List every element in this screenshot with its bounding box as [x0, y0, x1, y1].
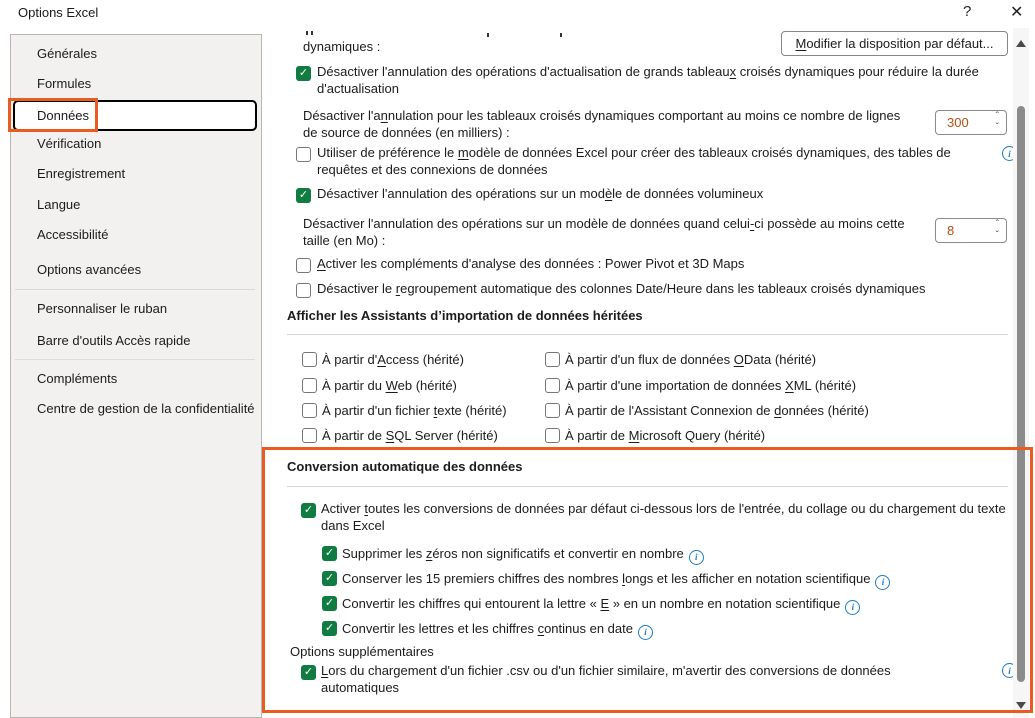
data-model-size-value: 8	[947, 223, 955, 238]
section-divider	[287, 334, 1008, 335]
spinner-arrows[interactable]	[996, 111, 999, 133]
label-convert-to-date: Convertir les lettres et les chiffres continus en date i	[342, 620, 653, 640]
checkbox-legacy-text[interactable]	[302, 403, 317, 418]
label-remove-leading-zeros: Supprimer les zéros non significatifs et convertir en nombre i	[342, 545, 704, 565]
sidebar-item-personnaliser-ruban[interactable]: Personnaliser le ruban	[37, 301, 168, 316]
checkbox-legacy-connection-wizard[interactable]	[545, 403, 560, 418]
label-enable-all-conversions: Activer toutes les conversions de données par défaut ci-dessous lors de l'entrée, du collage ou du chargement du texte dans Excel	[321, 501, 1006, 533]
sidebar-item-barre-outils[interactable]: Barre d'outils Accès rapide	[37, 333, 191, 348]
conversion-heading: Conversion automatique des données	[287, 459, 523, 474]
label-legacy-web: À partir du Web (hérité)	[322, 378, 457, 393]
spinner-up-icon[interactable]: ˆ	[995, 219, 999, 230]
sidebar-item-complements[interactable]: Compléments	[37, 371, 118, 386]
check-icon: ✓	[324, 572, 335, 584]
label-disable-datetime-grouping: Désactiver le regroupement automatique des colonnes Date/Heure dans les tableaux croisés dynamiques	[317, 281, 926, 296]
sidebar-item-centre-confidentialite[interactable]: Centre de gestion de la confidentialité	[37, 401, 255, 416]
dialog-title: Options Excel	[18, 5, 99, 20]
checkbox-legacy-web[interactable]	[302, 378, 317, 393]
checkbox-disable-undo-data-model[interactable]	[296, 188, 311, 203]
info-icon[interactable]: i	[638, 625, 653, 640]
label-enable-analysis-addins: Activer les compléments d'analyse des données : Power Pivot et 3D Maps	[317, 256, 745, 271]
check-icon: ✓	[303, 504, 314, 516]
sidebar-item-enregistrement[interactable]: Enregistrement	[37, 166, 126, 181]
checkbox-csv-warning[interactable]	[301, 665, 316, 680]
sidebar-item-options-avancees[interactable]: Options avancées	[37, 262, 142, 277]
sidebar-divider	[15, 289, 255, 290]
info-icon[interactable]: i	[1002, 146, 1017, 161]
checkbox-convert-to-date[interactable]	[322, 621, 337, 636]
label-data-model-size: Désactiver l'annulation des opérations sur un modèle de données quand celui-ci possède au moins cette taille (en Mo) :	[303, 216, 905, 248]
info-icon[interactable]: i	[845, 600, 860, 615]
pivot-rows-spinner[interactable]	[935, 110, 1007, 135]
spinner-up-icon[interactable]: ˆ	[995, 111, 999, 122]
scrollbar-thumb[interactable]	[1017, 106, 1025, 682]
clipped-line-fragment	[306, 31, 308, 35]
label-legacy-access: À partir d'Access (hérité)	[322, 352, 464, 367]
checkbox-legacy-odata[interactable]	[545, 352, 560, 367]
label-keep-15-digits: Conserver les 15 premiers chiffres des nombres longs et les afficher en notation scientifique i	[342, 570, 890, 590]
label-legacy-msquery: À partir de Microsoft Query (hérité)	[565, 428, 766, 443]
checkbox-enable-all-conversions[interactable]	[301, 503, 316, 518]
checkbox-enable-analysis-addins[interactable]	[296, 258, 311, 273]
sidebar-item-donnees[interactable]: Données	[37, 108, 90, 123]
sidebar-item-generales[interactable]: Générales	[37, 46, 97, 61]
sidebar	[10, 34, 262, 718]
check-icon: ✓	[324, 597, 335, 609]
label-legacy-connection-wizard: À partir de l'Assistant Connexion de données (hérité)	[565, 403, 869, 418]
scrollbar-down-icon[interactable]	[1016, 702, 1026, 709]
section-divider	[287, 486, 1008, 487]
checkbox-disable-datetime-grouping[interactable]	[296, 283, 311, 298]
sidebar-item-formules[interactable]: Formules	[37, 76, 92, 91]
scrollbar-up-icon[interactable]	[1016, 40, 1026, 47]
checkbox-legacy-xml[interactable]	[545, 378, 560, 393]
check-icon: ✓	[324, 622, 335, 634]
checkbox-legacy-access[interactable]	[302, 352, 317, 367]
checkbox-legacy-sql[interactable]	[302, 428, 317, 443]
label-legacy-odata: À partir d'un flux de données OData (hérité)	[565, 352, 817, 367]
modify-default-layout-button[interactable]: Modifier la disposition par défaut...	[781, 31, 1008, 56]
label-disable-undo-refresh: Désactiver l'annulation des opérations d'actualisation de grands tableaux croisés dynamiques pour réduire la durée d'actualisation	[317, 64, 979, 96]
label-convert-e-notation: Convertir les chiffres qui entourent la lettre « E » en un nombre en notation scientifique i	[342, 595, 860, 615]
spinner-down-icon[interactable]: ˇ	[995, 122, 999, 133]
checkbox-disable-undo-refresh[interactable]	[296, 66, 311, 81]
info-icon[interactable]: i	[1002, 663, 1017, 678]
label-prefer-data-model: Utiliser de préférence le modèle de données Excel pour créer des tableaux croisés dynamiques, des tables de requêtes et des connexions de données	[317, 145, 951, 177]
pivot-rows-value: 300	[947, 115, 969, 130]
sidebar-item-accessibilite[interactable]: Accessibilité	[37, 227, 109, 242]
checkbox-legacy-msquery[interactable]	[545, 428, 560, 443]
clipped-line-fragment	[560, 33, 562, 37]
info-icon[interactable]: i	[875, 575, 890, 590]
clipped-line-fragment	[487, 33, 489, 37]
help-icon[interactable]: ?	[963, 3, 972, 20]
label-legacy-sql: À partir de SQL Server (hérité)	[322, 428, 498, 443]
sidebar-item-verification[interactable]: Vérification	[37, 136, 102, 151]
checkbox-keep-15-digits[interactable]	[322, 571, 337, 586]
data-model-size-spinner[interactable]	[935, 218, 1007, 243]
spinner-arrows[interactable]	[996, 219, 999, 241]
info-icon[interactable]: i	[689, 550, 704, 565]
sidebar-item-langue[interactable]: Langue	[37, 197, 81, 212]
check-icon: ✓	[324, 547, 335, 559]
legacy-wizards-heading: Afficher les Assistants d’importation de données héritées	[287, 308, 643, 323]
close-icon[interactable]: ✕	[1010, 4, 1024, 21]
checkbox-remove-leading-zeros[interactable]	[322, 546, 337, 561]
wrapped-label-tail: dynamiques :	[303, 39, 381, 54]
checkbox-prefer-data-model[interactable]	[296, 147, 311, 162]
label-legacy-xml: À partir d'une importation de données XML (hérité)	[565, 378, 857, 393]
check-icon: ✓	[298, 189, 309, 201]
sidebar-divider	[15, 359, 255, 360]
label-legacy-text: À partir d'un fichier texte (hérité)	[322, 403, 507, 418]
label-disable-undo-data-model: Désactiver l'annulation des opérations sur un modèle de données volumineux	[317, 186, 764, 201]
check-icon: ✓	[298, 67, 309, 79]
checkbox-convert-e-notation[interactable]	[322, 596, 337, 611]
spinner-down-icon[interactable]: ˇ	[995, 230, 999, 241]
extra-options-label: Options supplémentaires	[290, 644, 434, 659]
label-undo-pivot-threshold: Désactiver l'annulation pour les tableaux croisés dynamiques comportant au moins ce nombre de lignes de source de données (en milliers) :	[303, 108, 901, 140]
label-csv-warning: Lors du chargement d'un fichier .csv ou d'un fichier similaire, m'avertir des conversions de données automatiques	[321, 663, 891, 695]
check-icon: ✓	[303, 666, 314, 678]
clipped-line-fragment	[311, 31, 313, 35]
